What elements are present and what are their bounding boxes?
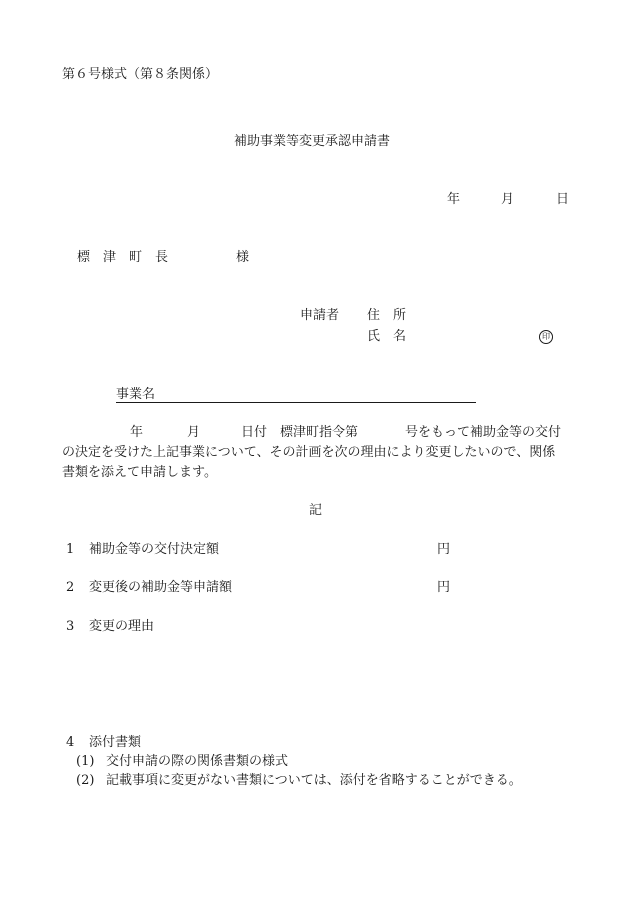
- recipient-honorific: 様: [236, 250, 250, 265]
- body-month: 月: [187, 425, 201, 440]
- body-day-directive: 日付 標津町指令第: [241, 425, 359, 440]
- item-1-unit: 円: [437, 542, 451, 557]
- date-month-label: 月: [501, 192, 515, 207]
- form-number: 第６号様式（第８条関係）: [62, 67, 219, 82]
- seal-mark: 印: [539, 330, 553, 344]
- item-1-label: 補助金等の交付決定額: [89, 542, 220, 557]
- document-title: 補助事業等変更承認申請書: [234, 134, 391, 149]
- body-line2: の決定を受けた上記事業について、その計画を次の理由により変更したいので、関係: [62, 445, 556, 460]
- item-1-number: 1: [66, 542, 75, 557]
- body-line3: 書類を添えて申請します。: [62, 465, 217, 480]
- project-name-underline: [116, 402, 476, 403]
- attachment-2-text: 記載事項に変更がない書類については、添付を省略することができる。: [106, 773, 522, 788]
- item-4-number: 4: [66, 735, 75, 750]
- item-2-number: 2: [66, 580, 75, 595]
- attachment-1-number: (1): [76, 754, 95, 769]
- body-year: 年: [130, 425, 144, 440]
- body-line1-rest: 号をもって補助金等の交付: [405, 425, 562, 440]
- item-2-label: 変更後の補助金等申請額: [89, 580, 233, 595]
- attachment-1-text: 交付申請の際の関係書類の様式: [106, 754, 289, 769]
- date-year-label: 年: [447, 192, 461, 207]
- item-2-unit: 円: [437, 580, 451, 595]
- name-label: 氏 名: [367, 329, 407, 344]
- project-name-label: 事業名: [116, 387, 156, 402]
- attachment-2-number: (2): [76, 773, 95, 788]
- applicant-label: 申請者: [300, 308, 340, 323]
- item-3-number: 3: [66, 619, 75, 634]
- item-3-label: 変更の理由: [89, 619, 155, 634]
- address-label: 住 所: [367, 308, 407, 323]
- item-4-label: 添付書類: [89, 735, 142, 750]
- recipient-name: 標 津 町 長: [77, 250, 169, 265]
- date-day-label: 日: [556, 192, 570, 207]
- ki-heading: 記: [309, 503, 323, 518]
